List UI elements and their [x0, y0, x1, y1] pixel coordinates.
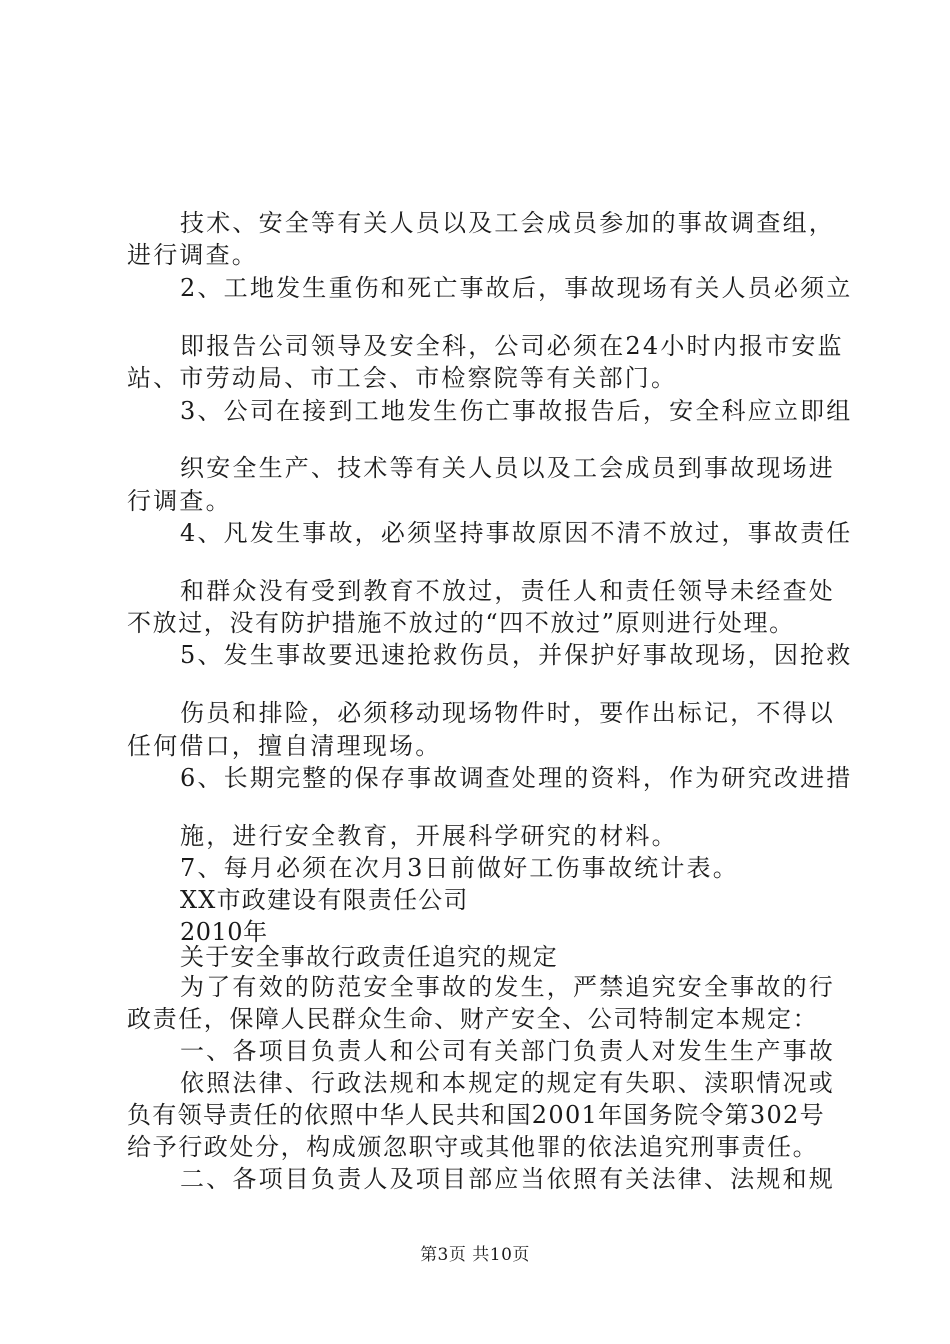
text-line: 织安全生产、技术等有关人员以及工会成员到事故现场进: [180, 454, 835, 482]
text-line: 给予行政处分，构成颁忽职守或其他罪的依法追究刑事责任。: [127, 1133, 819, 1161]
text-line: 7、每月必须在次月3日前做好工伤事故统计表。: [180, 854, 739, 882]
text-line: 3、公司在接到工地发生伤亡事故报告后，安全科应立即组: [180, 397, 853, 425]
text-line: 5、发生事故要迅速抢救伤员，并保护好事故现场，因抢救: [180, 641, 853, 669]
text-line: 2、工地发生重伤和死亡事故后，事故现场有关人员必须立: [180, 274, 853, 302]
text-line: 政责任，保障人民群众生命、财产安全、公司特制定本规定：: [127, 1005, 819, 1033]
text-line: XX市政建设有限责任公司: [180, 886, 469, 914]
text-line: 即报告公司领导及安全科，公司必须在24小时内报市安监: [180, 332, 844, 360]
text-line: 一、各项目负责人和公司有关部门负责人对发生生产事故: [180, 1037, 835, 1065]
text-line: 依照法律、行政法规和本规定的规定有失职、渎职情况或: [180, 1069, 835, 1097]
text-line: 二、各项目负责人及项目部应当依照有关法律、法规和规: [180, 1165, 835, 1193]
section-heading: 关于安全事故行政责任追究的规定: [180, 943, 558, 971]
page-footer: 第3页 共10页: [420, 1245, 530, 1265]
text-line: 6、长期完整的保存事故调查处理的资料，作为研究改进措: [180, 764, 853, 792]
text-line: 施，进行安全教育，开展科学研究的材料。: [180, 822, 678, 850]
text-line: 任何借口，擅自清理现场。: [127, 732, 442, 760]
text-line: 不放过，没有防护措施不放过的“四不放过”原则进行处理。: [127, 609, 795, 637]
text-line: 为了有效的防范安全事故的发生，严禁追究安全事故的行: [180, 973, 835, 1001]
text-line: 4、凡发生事故，必须坚持事故原因不清不放过，事故责任: [180, 519, 853, 547]
text-line: 和群众没有受到教育不放过，责任人和责任领导未经查处: [180, 577, 835, 605]
text-line: 站、市劳动局、市工会、市检察院等有关部门。: [127, 364, 678, 392]
text-line: 技术、安全等有关人员以及工会成员参加的事故调查组，: [180, 209, 835, 237]
text-line: 2010年: [180, 918, 268, 946]
text-line: 负有领导责任的依照中华人民共和国2001年国务院令第302号: [127, 1101, 825, 1129]
text-line: 行调查。: [127, 487, 232, 515]
text-line: 伤员和排险，必须移动现场物件时，要作出标记，不得以: [180, 699, 835, 727]
text-line: 进行调查。: [127, 241, 258, 269]
